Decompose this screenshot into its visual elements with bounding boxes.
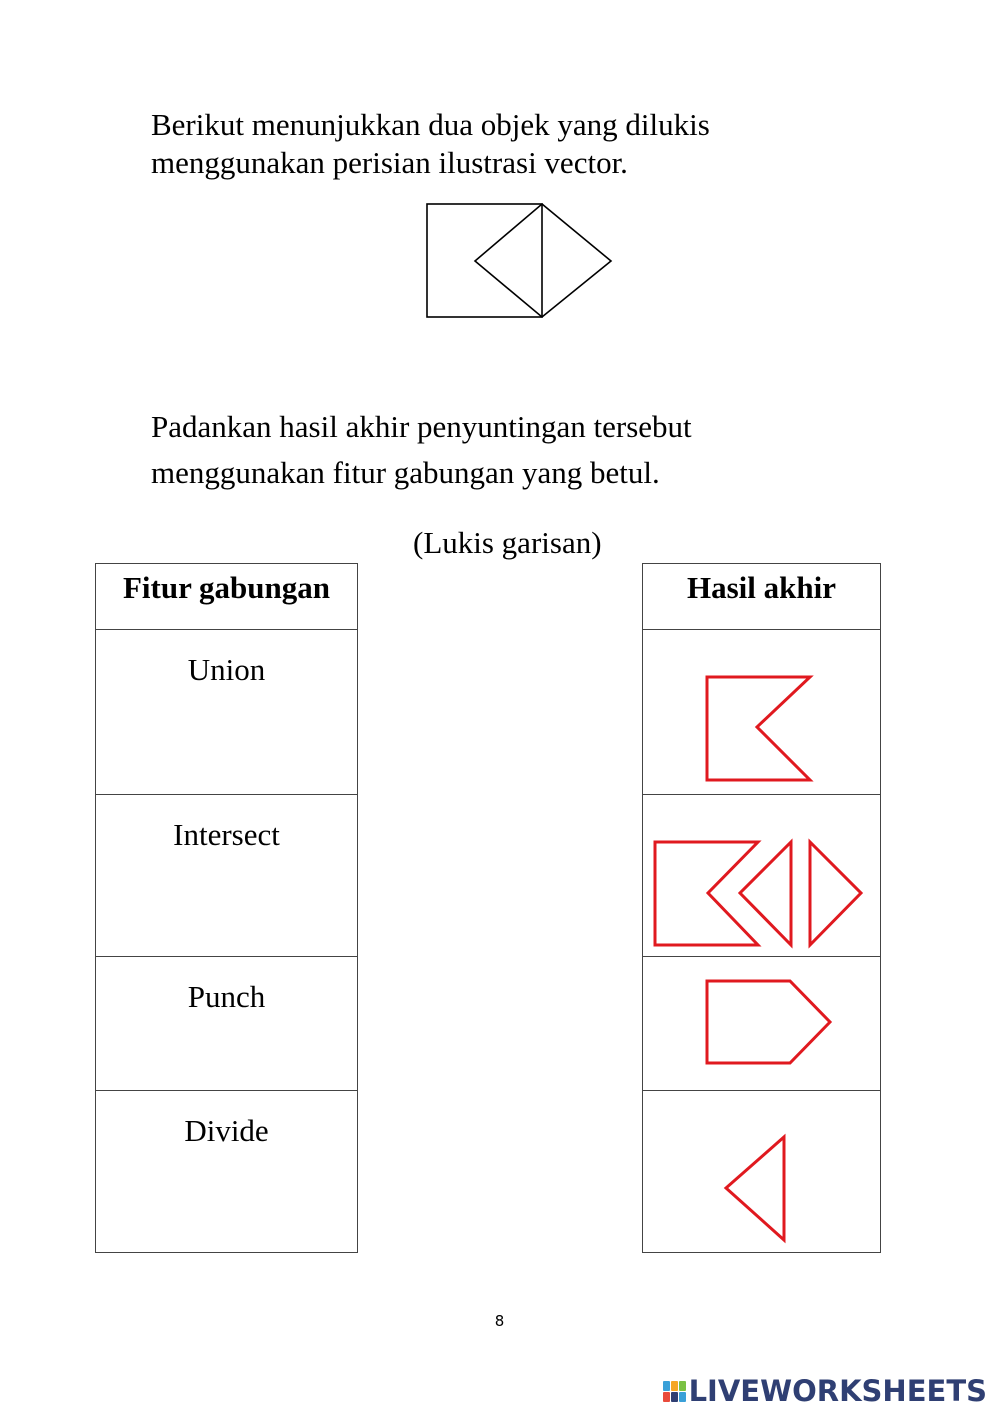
- divide-result-shapes: [643, 795, 882, 957]
- punch-result-shape: [643, 630, 882, 795]
- page-number: 8: [494, 1312, 505, 1330]
- liveworksheets-wordmark: LIVEWORKSHEETS: [688, 1374, 987, 1408]
- source-square: [427, 204, 542, 317]
- liveworksheets-logo-icon: [663, 1381, 686, 1402]
- result-cell-union-shape[interactable]: [643, 957, 881, 1091]
- intro-line-2: menggunakan perisian ilustrasi vector.: [151, 145, 628, 180]
- feature-intersect[interactable]: Intersect: [96, 795, 358, 957]
- instruction-line-1: Padankan hasil akhir penyuntingan tersebut: [151, 409, 692, 444]
- result-cell-divide-shapes[interactable]: [643, 795, 881, 957]
- source-diamond: [475, 204, 611, 317]
- result-table-header: Hasil akhir: [643, 564, 881, 630]
- feature-table: [95, 563, 358, 1253]
- instruction-line-2: menggunakan fitur gabungan yang betul.: [151, 455, 660, 490]
- liveworksheets-brand: [663, 1374, 987, 1408]
- source-objects-figure: [420, 198, 620, 324]
- intro-paragraph: [151, 106, 710, 182]
- feature-divide[interactable]: Divide: [96, 1091, 358, 1253]
- feature-union[interactable]: Union: [96, 630, 358, 795]
- intro-line-1: Berikut menunjukkan dua objek yang dilukis: [151, 107, 710, 142]
- result-cell-punch-shape[interactable]: [643, 630, 881, 795]
- instruction-paragraph: [151, 404, 692, 496]
- union-result-shape: [643, 957, 882, 1091]
- intersect-result-shape: [643, 1091, 882, 1253]
- feature-table-header: Fitur gabungan: [96, 564, 358, 630]
- result-cell-intersect-shape[interactable]: [643, 1091, 881, 1253]
- result-table: [642, 563, 881, 1253]
- draw-lines-hint: (Lukis garisan): [413, 525, 602, 560]
- feature-punch[interactable]: Punch: [96, 957, 358, 1091]
